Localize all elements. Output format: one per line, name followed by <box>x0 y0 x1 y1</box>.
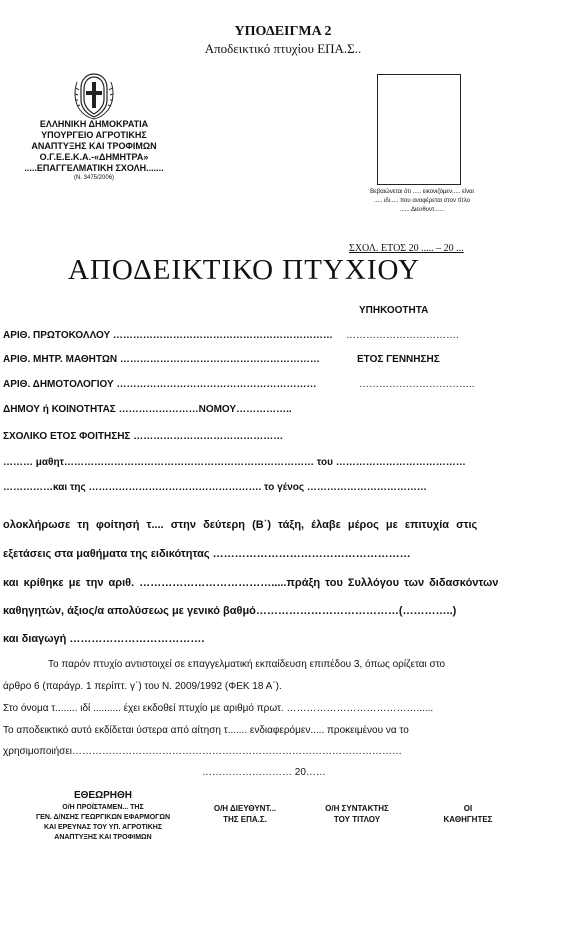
body-line-5: και διαγωγή ………………………………. <box>3 633 205 645</box>
municipality-field: ΔΗΜΟΥ ή ΚΟΙΝΟΤΗΤΑΣ ……………………ΝΟΜΟΥ…………….. <box>3 404 292 415</box>
approval-block <box>20 803 186 843</box>
issuer-line-1: ΕΛΛΗΝΙΚΗ ΔΗΜΟΚΡΑΤΙΑ <box>39 119 149 129</box>
birth-year-label: ΕΤΟΣ ΓΕΝΝΗΣΗΣ <box>357 354 440 365</box>
student-line: ……… μαθητ………………………………………………………………… του ………………………………… <box>3 457 466 468</box>
director-signature <box>206 803 284 825</box>
body-line-3: και κρίθηκε με την αριθ. ……………………………….....πράξη του Συλλόγου των διδασκόντων <box>3 577 499 589</box>
photo-note-line-3: ...... Διευθυντ...... <box>399 207 445 213</box>
teachers-line-2: ΚΑΘΗΓΗΤΕΣ <box>443 815 493 824</box>
body-line-10: χρησιμοποιήσει……………………………………………………………………………………… <box>3 746 403 757</box>
teachers-line-1: ΟΙ <box>463 804 473 813</box>
issuer-block <box>18 119 170 174</box>
body-line-1: ολοκλήρωσε τη φοίτησή τ.... στην δεύτερη (Β΄) τάξη, έλαβε μέρος με επιτυχία στις <box>3 519 478 531</box>
template-subtitle: Αποδεικτικό πτυχίου ΕΠΑ.Σ.. <box>204 41 362 56</box>
author-signature <box>318 803 396 825</box>
photo-box <box>377 74 461 185</box>
attendance-year-field: ΣΧΟΛΙΚΟ ΕΤΟΣ ΦΟΙΤΗΣΗΣ ……………………………………… <box>3 431 284 442</box>
protocol-field: ΑΡΙΘ. ΠΡΩΤΟΚΟΛΛΟΥ ………………………………………………………… <box>3 330 333 341</box>
director-line-1: Ο/Η ΔΙΕΥΘΥΝΤ... <box>213 804 277 813</box>
student-reg-field: ΑΡΙΘ. ΜΗΤΡ. ΜΑΘΗΤΩΝ …………………………………………………… <box>3 354 320 365</box>
issuer-line-3: ΑΝΑΠΤΥΞΗΣ ΚΑΙ ΤΡΟΦΙΜΩΝ <box>31 141 157 151</box>
body-line-8: Στο όνομα τ........ ιδί .......... έχει εκδοθεί πτυχίο με αριθμό πρωτ. …………………………………...... <box>3 703 434 714</box>
issuer-law: (Ν. 3475/2006) <box>74 175 115 181</box>
director-line-2: ΤΗΣ ΕΠΑ.Σ. <box>223 815 267 824</box>
municipal-right-field: …………………………….. <box>359 379 475 390</box>
teachers-signature <box>428 803 508 825</box>
municipal-field: ΑΡΙΘ. ΔΗΜΟΤΟΛΟΓΙΟΥ …………………………………………………… <box>3 379 317 390</box>
approval-line-2: ΓΕΝ. Δ/ΝΣΗΣ ΓΕΩΡΓΙΚΩΝ ΕΦΑΡΜΟΓΩΝ <box>35 814 171 821</box>
approval-line-1: Ο/Η ΠΡΟΪΣΤΑΜΕΝ... ΤΗΣ <box>62 804 144 811</box>
body-line-9: Το αποδεικτικό αυτό εκδίδεται ύστερα από αίτηση τ....... ενδιαφερόμεν..... προκειμένου να το <box>3 725 409 736</box>
issuer-line-2: ΥΠΟΥΡΓΕΙΟ ΑΓΡΟΤΙΚΗΣ <box>41 130 147 140</box>
template-title: ΥΠΟΔΕΙΓΜΑ 2 <box>234 24 332 39</box>
photo-certification <box>356 188 488 215</box>
body-line-6: Το παρόν πτυχίο αντιστοιχεί σε επαγγελματική εκπαίδευση επιπέδου 3, όπως ορίζεται στο <box>48 659 446 670</box>
approval-line-4: ΑΝΑΠΤΥΞΗΣ ΚΑΙ ΤΡΟΦΙΜΩΝ <box>54 834 152 841</box>
issuer-line-5: .....ΕΠΑΓΓΕΛΜΑΤΙΚΗ ΣΧΟΛΗ....... <box>24 163 164 173</box>
photo-note-line-2: ..... ιδι..... που αναφέρεται στον τίτλο <box>373 198 470 204</box>
approval-line-3: ΚΑΙ ΕΡΕΥΝΑΣ ΤΟΥ ΥΠ. ΑΓΡΟΤΙΚΗΣ <box>43 824 163 831</box>
author-line-1: Ο/Η ΣΥΝΤΑΚΤΗΣ <box>325 804 389 813</box>
nationality-label: ΥΠΗΚΟΟΤΗΤΑ <box>359 305 429 316</box>
parent-line: ……………και της ……………………………………………. το γένος ……………………………… <box>3 482 427 493</box>
author-line-2: ΤΟΥ ΤΙΤΛΟΥ <box>333 815 381 824</box>
body-line-4: καθηγητών, άξιος/α απολύσεως με γενικό βαθμό…………………………………(…………..) <box>3 605 457 617</box>
approval-title: ΕΘΕΩΡΗΘΗ <box>73 790 133 801</box>
date-line: ……………………… 20…… <box>202 767 326 778</box>
photo-note-line-1: Βεβαιώνεται ότι ..... εικονιζόμεν..... είναι <box>370 189 474 195</box>
issuer-line-4: Ο.Γ.Ε.Ε.Κ.Α.-«ΔΗΜΗΤΡΑ» <box>39 152 149 162</box>
protocol-right-field: ……………………………. <box>346 330 459 341</box>
body-line-2: εξετάσεις στα μαθήματα της ειδικότητας ……………………………………………… <box>3 548 411 560</box>
school-year: ΣΧΟΛ. ΕΤΟΣ 20 ..... – 20 ... <box>349 243 464 254</box>
document-title: ΑΠΟΔΕΙΚΤΙΚΟ ΠΤΥΧΙΟΥ <box>68 254 420 286</box>
greek-coat-of-arms-icon <box>72 70 116 120</box>
body-line-7: άρθρο 6 (παράγρ. 1 περίπτ. γ΄) του Ν. 2009/1992 (ΦΕΚ 18 Α΄). <box>3 681 282 692</box>
